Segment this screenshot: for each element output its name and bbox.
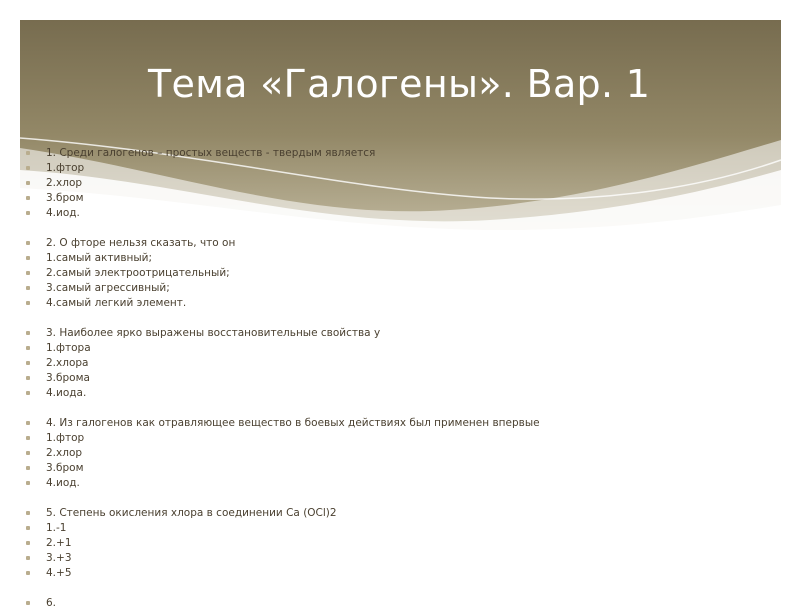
bullet-marker-icon: [26, 601, 30, 605]
list-item-text: 2.хлора: [46, 357, 89, 369]
list-item: [0, 386, 800, 401]
bullet-marker-icon: [26, 256, 30, 260]
blank-line: [0, 311, 800, 326]
list-item: [0, 476, 800, 491]
list-item: [0, 206, 800, 221]
list-item-text: 1. Среди галогенов – простых веществ - твердым является: [46, 147, 376, 159]
list-item: [0, 146, 800, 161]
list-item: [0, 536, 800, 551]
bullet-marker-icon: [26, 391, 30, 395]
bullet-marker-icon: [26, 541, 30, 545]
list-item: [0, 521, 800, 536]
list-item: [0, 596, 800, 611]
list-item-text: 3.самый агрессивный;: [46, 282, 170, 294]
list-item: [0, 161, 800, 176]
bullet-marker-icon: [26, 481, 30, 485]
list-item: [0, 506, 800, 521]
bullet-marker-icon: [26, 436, 30, 440]
list-item-text: 1.фтор: [46, 162, 85, 174]
list-item: [0, 461, 800, 476]
blank-line: [0, 221, 800, 236]
blank-line: [0, 491, 800, 506]
list-item: [0, 326, 800, 341]
list-item-text: 1.фтор: [46, 432, 85, 444]
list-item-text: 1.самый активный;: [46, 252, 153, 264]
list-item-text: 4.самый легкий элемент.: [46, 297, 187, 309]
bullet-marker-icon: [26, 346, 30, 350]
list-item-text: 3. Наиболее ярко выражены восстановительные свойства у: [46, 327, 381, 339]
blank-line: [0, 581, 800, 596]
list-item-text: 4.иод.: [46, 477, 80, 489]
bullet-marker-icon: [26, 571, 30, 575]
list-item: [0, 191, 800, 206]
list-item-text: 4.иода.: [46, 387, 87, 399]
list-item: [0, 551, 800, 566]
list-item-text: 2.хлор: [46, 447, 83, 459]
list-item-text: 5. Степень окисления хлора в соединении Са (OCl)2: [46, 507, 337, 519]
bullet-marker-icon: [26, 511, 30, 515]
list-item-text: 1.-1: [46, 522, 67, 534]
list-item: [0, 371, 800, 386]
bullet-marker-icon: [26, 361, 30, 365]
list-item: [0, 416, 800, 431]
list-item-text: 2. О фторе нельзя сказать, что он: [46, 237, 236, 249]
list-item: [0, 266, 800, 281]
list-item-text: 4. Из галогенов как отравляющее вещество в боевых действиях был применен впервые: [46, 417, 540, 429]
bullet-marker-icon: [26, 151, 30, 155]
bullet-marker-icon: [26, 181, 30, 185]
bullet-marker-icon: [26, 271, 30, 275]
bullet-marker-icon: [26, 556, 30, 560]
question-list: [0, 146, 800, 611]
blank-line: [0, 401, 800, 416]
bullet-marker-icon: [26, 211, 30, 215]
bullet-marker-icon: [26, 301, 30, 305]
list-item: [0, 431, 800, 446]
bullet-marker-icon: [26, 196, 30, 200]
bullet-marker-icon: [26, 331, 30, 335]
bullet-marker-icon: [26, 526, 30, 530]
list-item: [0, 566, 800, 581]
bullet-marker-icon: [26, 286, 30, 290]
list-item-text: 3.бром: [46, 192, 84, 204]
bullet-marker-icon: [26, 451, 30, 455]
list-item: [0, 176, 800, 191]
list-item-text: 2.+1: [46, 537, 72, 549]
list-item: [0, 281, 800, 296]
list-item-text: 4.иод.: [46, 207, 80, 219]
list-item-text: 3.бром: [46, 462, 84, 474]
list-item-text: 6.: [46, 597, 57, 609]
bullet-marker-icon: [26, 466, 30, 470]
bullet-marker-icon: [26, 166, 30, 170]
bullet-marker-icon: [26, 421, 30, 425]
bullet-marker-icon: [26, 241, 30, 245]
list-item-text: 2.самый электроотрицательный;: [46, 267, 230, 279]
list-item: [0, 356, 800, 371]
list-item-text: 4.+5: [46, 567, 72, 579]
list-item: [0, 251, 800, 266]
list-item-text: 3.брома: [46, 372, 90, 384]
list-item: [0, 446, 800, 461]
list-item: [0, 341, 800, 356]
list-item-text: 2.хлор: [46, 177, 83, 189]
list-item-text: 1.фтора: [46, 342, 91, 354]
list-item: [0, 296, 800, 311]
list-item: [0, 236, 800, 251]
list-item-text: 3.+3: [46, 552, 72, 564]
slide-title: Тема «Галогены». Вар. 1: [148, 62, 651, 106]
bullet-marker-icon: [26, 376, 30, 380]
